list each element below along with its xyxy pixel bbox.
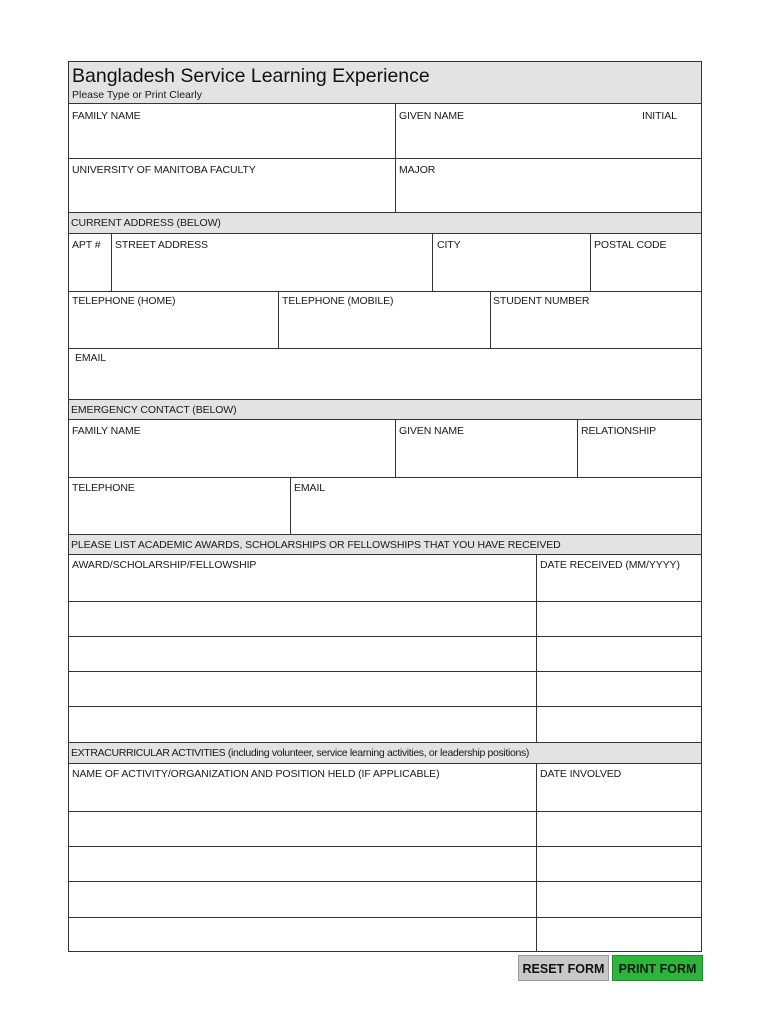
initial-label: INITIAL (642, 110, 677, 122)
street-address-label: STREET ADDRESS (115, 239, 208, 251)
divider (490, 291, 491, 348)
form-subtitle: Please Type or Print Clearly (72, 89, 202, 101)
emergency-given-name-label: GIVEN NAME (399, 425, 464, 437)
divider (69, 917, 701, 918)
city-label: CITY (437, 239, 461, 251)
divider (395, 420, 396, 477)
award-name-field-1[interactable] (70, 574, 534, 600)
activity-name-field-1[interactable] (70, 783, 534, 810)
divider (590, 234, 591, 291)
family-name-label: FAMILY NAME (72, 110, 141, 122)
emergency-given-name-field[interactable] (398, 440, 576, 474)
activity-name-field-4[interactable] (70, 883, 534, 916)
divider (536, 764, 537, 952)
divider (69, 477, 701, 478)
divider (69, 846, 701, 847)
activity-date-field-3[interactable] (539, 848, 700, 880)
divider (577, 420, 578, 477)
divider (69, 671, 701, 672)
activity-date-field-4[interactable] (539, 883, 700, 916)
activity-date-field-5[interactable] (539, 919, 700, 950)
given-name-field[interactable] (398, 124, 700, 156)
divider (69, 811, 701, 812)
address-section-band (69, 212, 701, 234)
activity-name-header: NAME OF ACTIVITY/ORGANIZATION AND POSITION HELD (IF APPLICABLE) (72, 768, 440, 780)
email-label: EMAIL (75, 352, 107, 364)
divider (536, 555, 537, 742)
divider (395, 158, 396, 212)
award-name-field-2[interactable] (70, 603, 534, 635)
awards-section-band (69, 534, 701, 555)
telephone-home-label: TELEPHONE (HOME) (72, 295, 176, 307)
emergency-email-field[interactable] (292, 496, 700, 530)
postal-code-field[interactable] (592, 254, 700, 288)
emergency-section-band (69, 399, 701, 420)
family-name-field[interactable] (70, 124, 394, 156)
reset-form-button[interactable]: RESET FORM (518, 955, 609, 981)
divider (69, 158, 701, 159)
divider (69, 601, 701, 602)
divider (278, 291, 279, 348)
student-number-label: STUDENT NUMBER (493, 295, 590, 307)
activity-date-header: DATE INVOLVED (540, 768, 622, 780)
activities-section-title: EXTRACURRICULAR ACTIVITIES (including volunteer, service learning activities, or leadership positions) (71, 747, 529, 759)
activity-date-field-1[interactable] (539, 783, 700, 810)
divider (395, 104, 396, 158)
given-name-label: GIVEN NAME (399, 110, 464, 122)
form-title: Bangladesh Service Learning Experience (72, 65, 430, 87)
emergency-telephone-label: TELEPHONE (72, 482, 135, 494)
award-date-field-4[interactable] (539, 673, 700, 705)
apt-label: APT # (72, 239, 101, 251)
major-label: MAJOR (399, 164, 436, 176)
activity-name-field-5[interactable] (70, 919, 534, 950)
divider (69, 881, 701, 882)
award-date-field-5[interactable] (539, 708, 700, 740)
divider (69, 348, 701, 349)
application-form (68, 61, 702, 952)
faculty-field[interactable] (70, 178, 394, 210)
award-name-field-4[interactable] (70, 673, 534, 705)
street-address-field[interactable] (113, 254, 431, 288)
activity-name-field-3[interactable] (70, 848, 534, 880)
telephone-mobile-field[interactable] (280, 310, 489, 344)
student-number-field[interactable] (492, 310, 700, 344)
emergency-section-title: EMERGENCY CONTACT (BELOW) (71, 404, 237, 416)
postal-code-label: POSTAL CODE (594, 239, 667, 251)
relationship-field[interactable] (579, 440, 700, 474)
divider (111, 234, 112, 291)
award-date-header: DATE RECEIVED (MM/YYYY) (540, 559, 680, 571)
emergency-family-name-field[interactable] (70, 440, 394, 474)
activity-date-field-2[interactable] (539, 813, 700, 845)
divider (69, 706, 701, 707)
divider (69, 291, 701, 292)
awards-section-title: PLEASE LIST ACADEMIC AWARDS, SCHOLARSHIPS OR FELLOWSHIPS THAT YOU HAVE RECEIVED (71, 539, 561, 551)
apt-field[interactable] (70, 254, 110, 288)
address-section-title: CURRENT ADDRESS (BELOW) (71, 217, 221, 229)
title-band (69, 62, 701, 104)
award-date-field-3[interactable] (539, 638, 700, 670)
telephone-mobile-label: TELEPHONE (MOBILE) (282, 295, 394, 307)
print-form-button[interactable]: PRINT FORM (612, 955, 703, 981)
relationship-label: RELATIONSHIP (581, 425, 657, 437)
award-name-field-5[interactable] (70, 708, 534, 740)
email-field[interactable] (70, 366, 700, 396)
divider (69, 636, 701, 637)
award-name-field-3[interactable] (70, 638, 534, 670)
major-field[interactable] (398, 178, 700, 210)
faculty-label: UNIVERSITY OF MANITOBA FACULTY (72, 164, 256, 176)
city-field[interactable] (434, 254, 589, 288)
activities-section-band (69, 742, 701, 764)
telephone-home-field[interactable] (70, 310, 277, 344)
activity-name-field-2[interactable] (70, 813, 534, 845)
emergency-family-name-label: FAMILY NAME (72, 425, 141, 437)
emergency-email-label: EMAIL (294, 482, 326, 494)
award-date-field-2[interactable] (539, 603, 700, 635)
award-date-field-1[interactable] (539, 574, 700, 600)
award-name-header: AWARD/SCHOLARSHIP/FELLOWSHIP (72, 559, 257, 571)
divider (290, 477, 291, 534)
emergency-telephone-field[interactable] (70, 496, 288, 530)
divider (432, 234, 433, 291)
